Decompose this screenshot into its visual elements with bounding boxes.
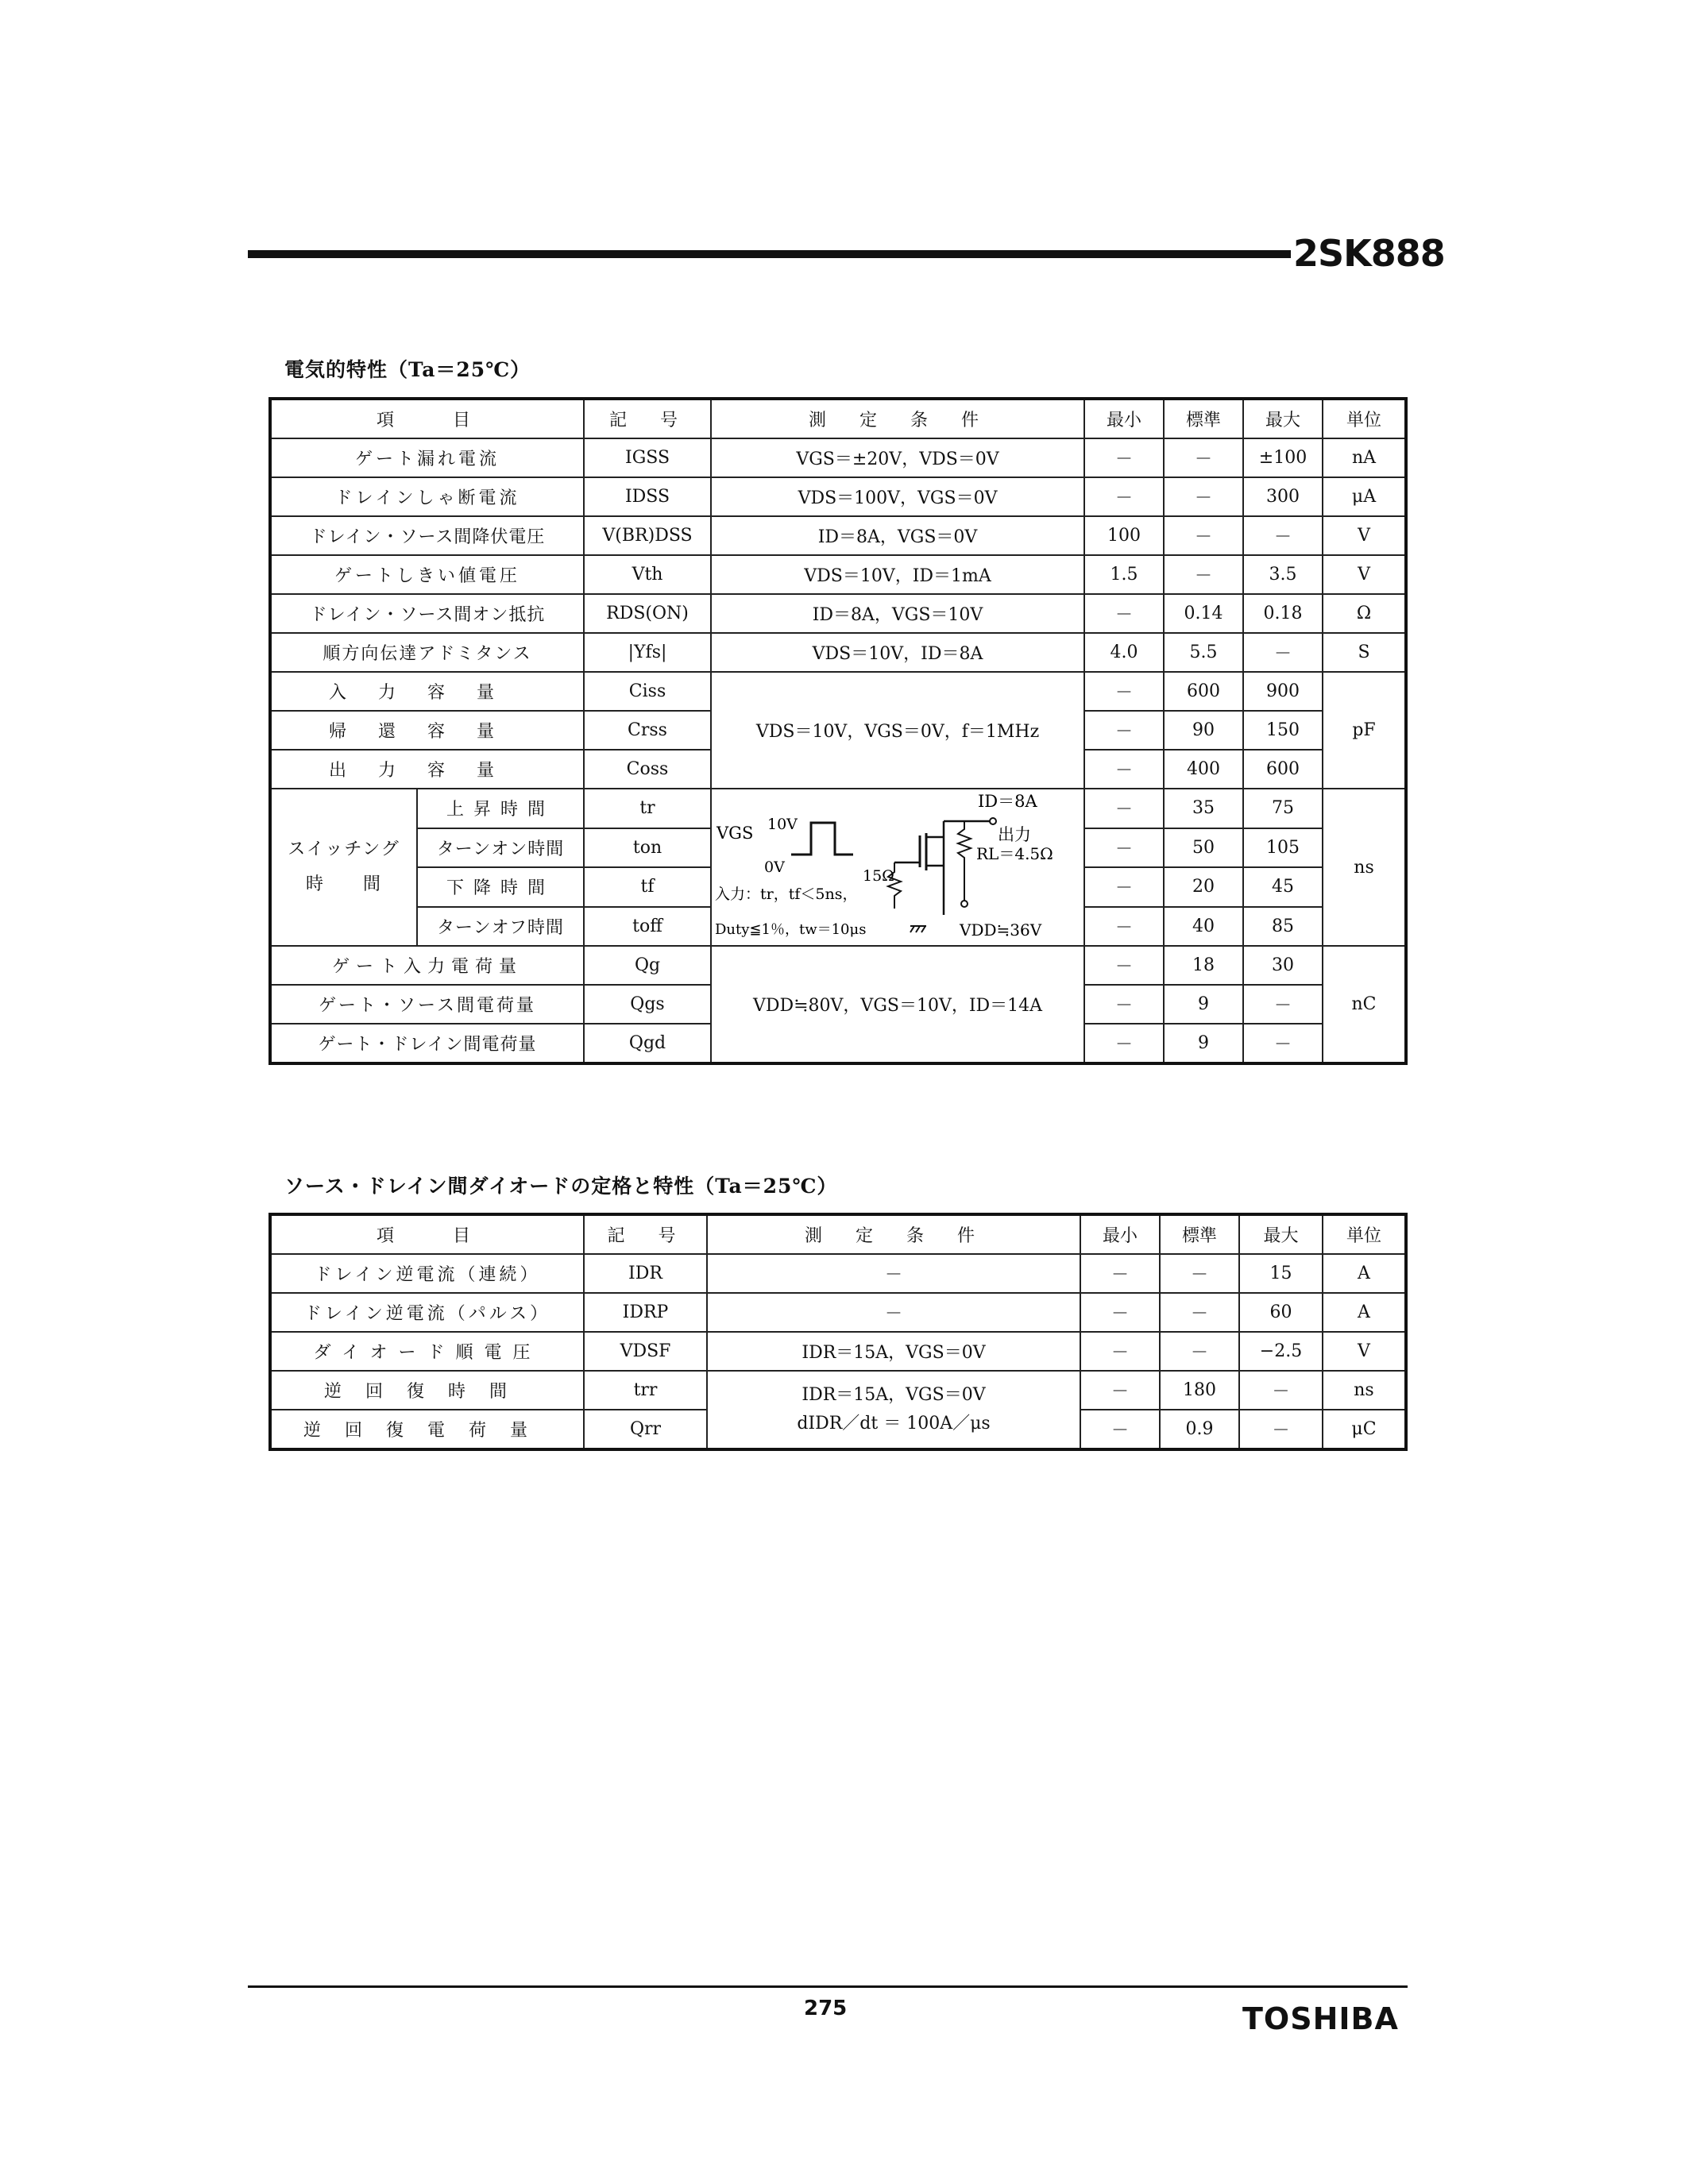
typ-cell: 40 (1164, 907, 1243, 947)
table-row (270, 594, 1406, 633)
item-cell: ゲート漏れ電流 (270, 438, 584, 477)
item-cell: ドレイン・ソース間降伏電圧 (270, 516, 584, 555)
symbol-cell: |Yfs| (584, 633, 711, 672)
charge-condition: VDD≒80V，VGS＝10V，ID＝14A (711, 946, 1084, 1063)
v0-label: 0V (764, 859, 785, 876)
symbol-cell: Qgs (584, 985, 711, 1024)
item-cell: ゲート入力電荷量 (270, 946, 584, 985)
col-symbol: 記 号 (584, 1214, 707, 1254)
table-row (270, 477, 1406, 516)
unit-cell: nA (1323, 438, 1406, 477)
col-min: 最小 (1084, 399, 1164, 438)
typ-cell: － (1164, 516, 1243, 555)
table-row (270, 516, 1406, 555)
typ-cell: 9 (1164, 1024, 1243, 1063)
min-cell: － (1084, 711, 1164, 750)
symbol-cell: IDR (584, 1254, 707, 1293)
min-cell: － (1080, 1254, 1160, 1293)
switching-label-line1: スイッチング (288, 839, 400, 859)
capacitance-condition: VDS＝10V，VGS＝0V，f＝1MHz (711, 672, 1084, 789)
min-cell: － (1084, 594, 1164, 633)
max-cell: － (1243, 633, 1323, 672)
max-cell: 0.18 (1243, 594, 1323, 633)
out-label: 出力 (998, 825, 1032, 844)
typ-cell: 90 (1164, 711, 1243, 750)
max-cell: 15 (1239, 1254, 1323, 1293)
ground-hatch (916, 926, 920, 932)
min-cell: － (1084, 985, 1164, 1024)
unit-cell: μC (1323, 1410, 1406, 1449)
col-condition: 測 定 条 件 (707, 1214, 1080, 1254)
typ-cell: 0.14 (1164, 594, 1243, 633)
page-number: 275 (804, 1997, 848, 2020)
ground-hatch (910, 926, 914, 932)
condition-cell: IDR＝15A，VGS＝0V (707, 1332, 1080, 1371)
typ-cell: 180 (1160, 1371, 1239, 1410)
typ-cell: 18 (1164, 946, 1243, 985)
switching-unit: ns (1323, 789, 1406, 946)
electrical-characteristics-table (268, 397, 1408, 1065)
input-label: 入力：tr，tf＜5ns， (715, 886, 858, 903)
id-label: ID＝8A (978, 792, 1037, 811)
load-resistor (958, 821, 971, 901)
max-cell: 75 (1243, 789, 1323, 828)
max-cell: 30 (1243, 946, 1323, 985)
item-cell: ドレイン・ソース間オン抵抗 (270, 594, 584, 633)
symbol-cell: Ciss (584, 672, 711, 711)
typ-cell: 5.5 (1164, 633, 1243, 672)
vgs-label: VGS (717, 824, 754, 843)
max-cell: 45 (1243, 867, 1323, 907)
max-cell: 150 (1243, 711, 1323, 750)
symbol-cell: toff (584, 907, 711, 947)
condition-cell: － (707, 1293, 1080, 1332)
max-cell: 105 (1243, 828, 1323, 868)
symbol-cell: RDS(ON) (584, 594, 711, 633)
symbol-cell: tf (584, 867, 711, 907)
col-min: 最小 (1080, 1214, 1160, 1254)
condition-cell: VDS＝100V，VGS＝0V (711, 477, 1084, 516)
table-row (270, 1254, 1406, 1293)
unit-cell: V (1323, 1332, 1406, 1371)
switching-label-line2: 時 間 (305, 874, 382, 894)
rr-condition-line1: IDR＝15A，VGS＝0V (802, 1385, 986, 1405)
charge-unit: nC (1323, 946, 1406, 1063)
unit-cell: V (1323, 516, 1406, 555)
max-cell: 60 (1239, 1293, 1323, 1332)
table-row (270, 633, 1406, 672)
table-row (270, 1332, 1406, 1371)
item-cell: ゲート・ソース間電荷量 (270, 985, 584, 1024)
vdd-terminal (961, 901, 968, 907)
symbol-cell: Crss (584, 711, 711, 750)
item-cell: 出力容量 (270, 750, 584, 789)
typ-cell: 400 (1164, 750, 1243, 789)
typ-cell: － (1160, 1254, 1239, 1293)
unit-cell: S (1323, 633, 1406, 672)
switching-test-circuit (711, 789, 1084, 946)
item-cell: 逆回復電荷量 (270, 1410, 584, 1449)
max-cell: 600 (1243, 750, 1323, 789)
item-cell: 順方向伝達アドミタンス (270, 633, 584, 672)
symbol-cell: ton (584, 828, 711, 868)
col-symbol: 記 号 (584, 399, 711, 438)
output-terminal (990, 818, 996, 824)
col-typ: 標準 (1164, 399, 1243, 438)
symbol-cell: trr (584, 1371, 707, 1410)
unit-cell: ns (1323, 1371, 1406, 1410)
typ-cell: － (1160, 1332, 1239, 1371)
rl-label: RL＝4.5Ω (976, 844, 1053, 863)
max-cell: −2.5 (1239, 1332, 1323, 1371)
symbol-cell: Qgd (584, 1024, 711, 1063)
unit-cell: μA (1323, 477, 1406, 516)
rr-condition-line2: dIDR／dt ＝ 100A／μs (797, 1414, 991, 1433)
max-cell: － (1243, 985, 1323, 1024)
table-header-row (270, 1214, 1406, 1254)
col-item: 項 目 (270, 1214, 584, 1254)
min-cell: － (1084, 672, 1164, 711)
unit-cell: A (1323, 1293, 1406, 1332)
table-row (270, 1371, 1406, 1410)
symbol-cell: V(BR)DSS (584, 516, 711, 555)
condition-cell: ID＝8A，VGS＝0V (711, 516, 1084, 555)
symbol-cell: IGSS (584, 438, 711, 477)
condition-cell: － (707, 1254, 1080, 1293)
diode-characteristics-table (268, 1213, 1408, 1451)
min-cell: － (1084, 750, 1164, 789)
table-row (270, 672, 1406, 711)
col-max: 最大 (1243, 399, 1323, 438)
max-cell: 3.5 (1243, 555, 1323, 594)
table-row (270, 946, 1406, 985)
min-cell: － (1080, 1410, 1160, 1449)
condition-cell: VGS＝±20V，VDS＝0V (711, 438, 1084, 477)
col-max: 最大 (1239, 1214, 1323, 1254)
min-cell: 100 (1084, 516, 1164, 555)
typ-cell: － (1164, 555, 1243, 594)
capacitance-unit: pF (1323, 672, 1406, 789)
typ-cell: 50 (1164, 828, 1243, 868)
min-cell: 4.0 (1084, 633, 1164, 672)
min-cell: － (1084, 946, 1164, 985)
symbol-cell: Qg (584, 946, 711, 985)
item-cell: ドレインしゃ断電流 (270, 477, 584, 516)
col-condition: 測 定 条 件 (711, 399, 1084, 438)
v10-label: 10V (767, 816, 798, 833)
vdd-label: VDD≒36V (960, 920, 1042, 940)
footer-rule (248, 1985, 1408, 1988)
symbol-cell: IDRP (584, 1293, 707, 1332)
item-cell: ドレイン逆電流（パルス） (270, 1293, 584, 1332)
min-cell: － (1084, 438, 1164, 477)
table-row (270, 789, 1406, 828)
min-cell: － (1084, 1024, 1164, 1063)
symbol-cell: Coss (584, 750, 711, 789)
col-unit: 単位 (1323, 399, 1406, 438)
min-cell: － (1084, 828, 1164, 868)
section1-title: 電気的特性（Ta＝25℃） (284, 358, 531, 381)
part-number: 2SK888 (1293, 232, 1445, 275)
item-cell: 上昇時間 (417, 789, 584, 828)
symbol-cell: VDSF (584, 1332, 707, 1371)
min-cell: － (1080, 1371, 1160, 1410)
table-row (270, 555, 1406, 594)
item-cell: ダイオード順電圧 (270, 1332, 584, 1371)
typ-cell: 9 (1164, 985, 1243, 1024)
max-cell: － (1239, 1410, 1323, 1449)
ground-hatch (921, 926, 925, 932)
item-cell: 帰還容量 (270, 711, 584, 750)
switching-group-label (270, 789, 417, 946)
max-cell: － (1239, 1371, 1323, 1410)
min-cell: － (1080, 1293, 1160, 1332)
max-cell: 300 (1243, 477, 1323, 516)
item-cell: 逆回復時間 (270, 1371, 584, 1410)
symbol-cell: Vth (584, 555, 711, 594)
symbol-cell: Qrr (584, 1410, 707, 1449)
typ-cell: 35 (1164, 789, 1243, 828)
section2-title: ソース・ドレイン間ダイオードの定格と特性（Ta＝25℃） (284, 1175, 838, 1198)
item-cell: ターンオフ時間 (417, 907, 584, 947)
max-cell: － (1243, 516, 1323, 555)
min-cell: － (1080, 1332, 1160, 1371)
reverse-recovery-condition (707, 1371, 1080, 1449)
typ-cell: － (1160, 1293, 1239, 1332)
item-cell: 下降時間 (417, 867, 584, 907)
item-cell: ターンオン時間 (417, 828, 584, 868)
table-header-row (270, 399, 1406, 438)
symbol-cell: tr (584, 789, 711, 828)
max-cell: ±100 (1243, 438, 1323, 477)
pulse-waveform (791, 823, 853, 855)
table-row (270, 1293, 1406, 1332)
min-cell: － (1084, 907, 1164, 947)
min-cell: － (1084, 789, 1164, 828)
item-cell: ゲート・ドレイン間電荷量 (270, 1024, 584, 1063)
col-item: 項 目 (270, 399, 584, 438)
table-row (270, 438, 1406, 477)
min-cell: － (1084, 477, 1164, 516)
typ-cell: 0.9 (1160, 1410, 1239, 1449)
min-cell: － (1084, 867, 1164, 907)
item-cell: ドレイン逆電流（連続） (270, 1254, 584, 1293)
col-typ: 標準 (1160, 1214, 1239, 1254)
unit-cell: Ω (1323, 594, 1406, 633)
header-rule (248, 250, 1291, 258)
unit-cell: A (1323, 1254, 1406, 1293)
item-cell: ゲートしきい値電圧 (270, 555, 584, 594)
typ-cell: － (1164, 477, 1243, 516)
brand-logo: TOSHIBA (1242, 2001, 1399, 2036)
min-cell: 1.5 (1084, 555, 1164, 594)
r15-label: 15Ω (863, 867, 894, 885)
duty-label: Duty≦1％，tw＝10μs (715, 921, 867, 938)
col-unit: 単位 (1323, 1214, 1406, 1254)
condition-cell: ID＝8A，VGS＝10V (711, 594, 1084, 633)
item-cell: 入力容量 (270, 672, 584, 711)
typ-cell: 20 (1164, 867, 1243, 907)
switching-circuit-diagram (712, 789, 1084, 945)
max-cell: 85 (1243, 907, 1323, 947)
typ-cell: 600 (1164, 672, 1243, 711)
condition-cell: VDS＝10V，ID＝8A (711, 633, 1084, 672)
condition-cell: VDS＝10V，ID＝1mA (711, 555, 1084, 594)
symbol-cell: IDSS (584, 477, 711, 516)
max-cell: 900 (1243, 672, 1323, 711)
max-cell: － (1243, 1024, 1323, 1063)
typ-cell: － (1164, 438, 1243, 477)
unit-cell: V (1323, 555, 1406, 594)
